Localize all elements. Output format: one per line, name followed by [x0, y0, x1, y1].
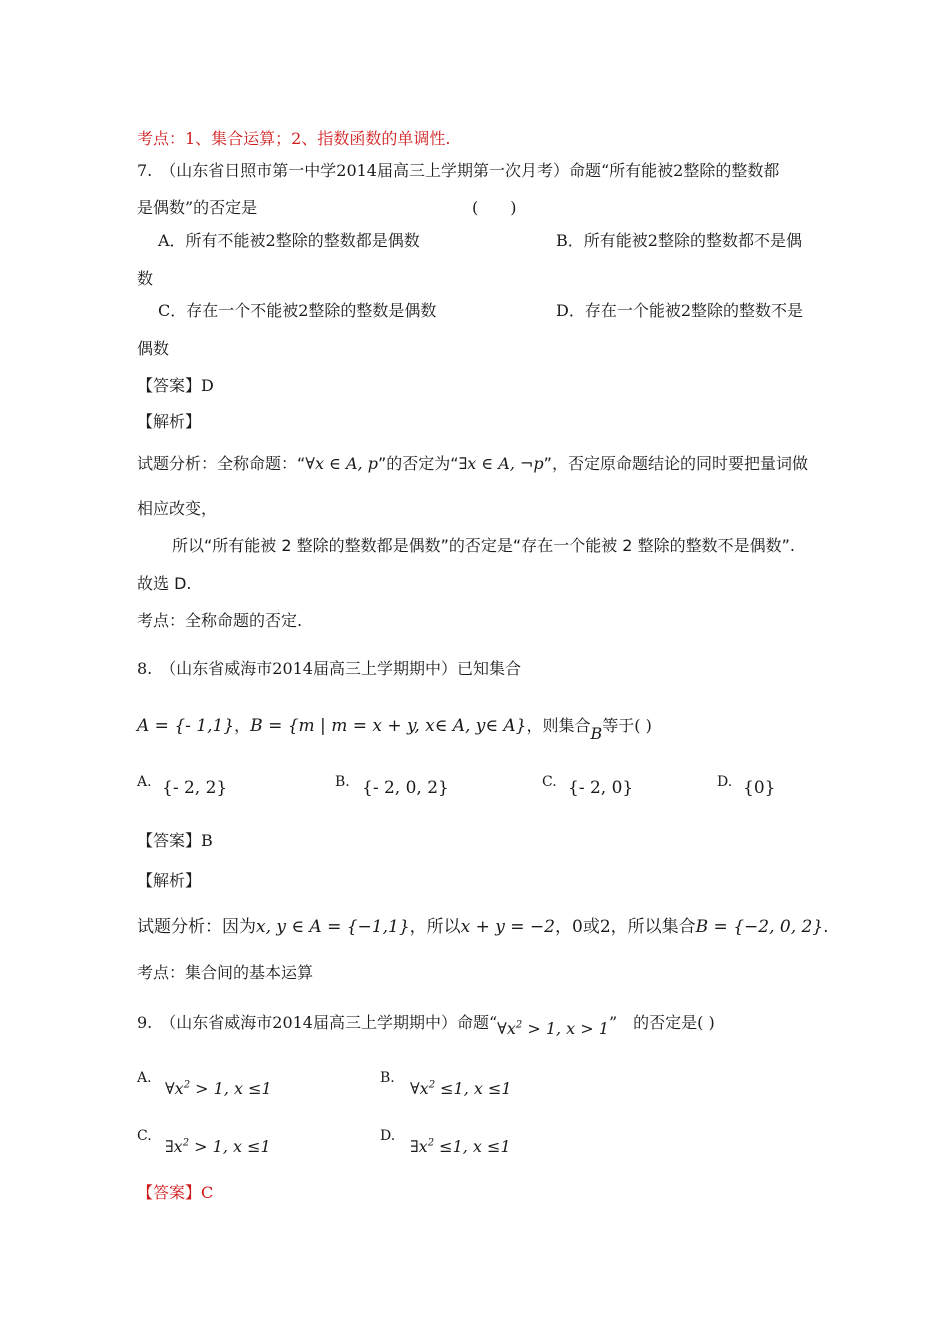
q9-option-c-label: C. [137, 1128, 152, 1144]
q7-kaodian: 考点：全称命题的否定. [137, 611, 303, 630]
set-a-expression: A = {- 1,1} [137, 716, 235, 736]
q7-option-d-cont: 偶数 [137, 339, 170, 358]
q7-analysis-line3: 所以“所有能被 2 整除的整数都是偶数”的否定是“存在一个能被 2 整除的整数不是偶数”. [172, 536, 795, 555]
text: ，则集合 [526, 716, 591, 735]
q7-option-a: A．所有不能被2整除的整数都是偶数 [158, 231, 420, 250]
text: ，所以 [409, 917, 461, 937]
exponent: 2 [427, 1137, 435, 1149]
text: > 1, x ≤1 [189, 1137, 271, 1156]
text: 试题分析：全称命题：“ [137, 454, 306, 473]
expr-xy-in-a: x, y ∈ A = {−1,1} [256, 917, 410, 937]
exponent: 2 [428, 1079, 436, 1091]
text: ≤1, x ≤1 [435, 1079, 512, 1098]
q7-analysis-label: 【解析】 [137, 412, 202, 431]
expr-set-b: B = {−2, 0, 2} [695, 917, 824, 937]
q7-option-c: C．存在一个不能被2整除的整数是偶数 [158, 301, 437, 320]
text: ”，否定原命题结论的同时要把量词做 [543, 454, 808, 473]
q8-analysis-line1 [137, 916, 829, 938]
q9-option-b-label: B. [380, 1070, 395, 1086]
q9-option-b [410, 1078, 512, 1100]
exists-expression: ∃x ∈ A, ¬p [458, 454, 544, 473]
q8-option-d: {0} [743, 778, 776, 798]
answer-value: D [201, 376, 214, 395]
exponent: 2 [182, 1137, 190, 1149]
q7-analysis-line1 [137, 453, 808, 475]
q8-option-b-label: B. [335, 774, 350, 790]
q9-option-a-label: A. [137, 1070, 152, 1086]
text: 或 [582, 917, 600, 937]
q8-option-c: {- 2, 0} [568, 778, 634, 798]
value-zero: 0 [572, 917, 583, 937]
text: ∀x [410, 1079, 429, 1098]
q7-analysis-line2: 相应改变， [137, 499, 218, 518]
q9-option-a [165, 1078, 272, 1100]
q9-stem-expression [497, 1019, 609, 1038]
text: ∃x [165, 1137, 183, 1156]
q9-stem-line1 [137, 1012, 715, 1038]
q8-option-c-label: C. [542, 774, 557, 790]
q7-conclusion: 故选 D. [137, 574, 192, 593]
q7-stem-line1: 7. （山东省日照市第一中学2014届高三上学期第一次月考）命题“所有能被2整除的整数都 [137, 161, 780, 180]
text: 试题分析：因为 [137, 917, 256, 937]
q8-option-a-label: A. [137, 774, 152, 790]
text: ， [234, 716, 251, 735]
q8-option-a: {- 2, 2} [162, 778, 228, 798]
value-two: 2 [599, 917, 611, 937]
q8-answer [137, 830, 213, 852]
text: ， [555, 917, 572, 937]
q8-option-b: {- 2, 0, 2} [362, 778, 449, 798]
answer-value: C [201, 1183, 214, 1202]
prev-kaodian: 考点：1、集合运算；2、指数函数的单调性. [137, 129, 451, 148]
q8-stem-line2 [137, 715, 652, 743]
text: ”的否定为“ [377, 454, 459, 473]
q9-option-d [410, 1136, 511, 1158]
text: . [823, 917, 829, 937]
text: ∀x [165, 1079, 184, 1098]
q8-stem-line1: 8. （山东省威海市2014届高三上学期期中）已知集合 [137, 659, 521, 678]
text: > 1, x ≤1 [190, 1079, 272, 1098]
exponent: 2 [183, 1079, 191, 1091]
q7-answer-paren: ( ) [472, 198, 517, 217]
q7-option-b-cont: 数 [137, 269, 154, 288]
text: > 1, x > 1 [522, 1019, 609, 1038]
text: ，所以集合 [610, 917, 696, 937]
answer-label: 【答案】 [137, 376, 202, 395]
text: ∃x [410, 1137, 428, 1156]
q9-option-d-label: D. [380, 1128, 396, 1144]
answer-value: B [201, 831, 213, 850]
exponent: 2 [515, 1019, 523, 1031]
q7-option-d: D．存在一个能被2整除的整数不是 [556, 301, 804, 320]
answer-label: 【答案】 [137, 831, 202, 850]
expr-x-plus-y: x + y = −2 [460, 917, 555, 937]
set-b-symbol: B [590, 724, 603, 743]
text: ≤1, x ≤1 [434, 1137, 511, 1156]
q7-answer [137, 375, 214, 397]
q8-kaodian: 考点：集合间的基本运算 [137, 963, 314, 982]
q8-option-d-label: D. [717, 774, 733, 790]
text: 9. （山东省威海市2014届高三上学期期中）命题“ [137, 1013, 498, 1032]
forall-expression: ∀x ∈ A, p [305, 454, 378, 473]
text: ” 的否定是( ) [608, 1013, 715, 1032]
q9-answer [137, 1182, 213, 1204]
answer-label: 【答案】 [137, 1183, 202, 1202]
q7-option-b: B．所有能被2整除的整数都不是偶 [556, 231, 802, 250]
q8-analysis-label: 【解析】 [137, 871, 202, 890]
q7-stem-line2: 是偶数”的否定是 [137, 198, 258, 217]
text: ∀x [497, 1019, 516, 1038]
set-b-expression: B = {m | m = x + y, x∈ A, y∈ A} [250, 716, 527, 736]
text: 等于( ) [602, 716, 652, 735]
q9-option-c [165, 1136, 271, 1158]
